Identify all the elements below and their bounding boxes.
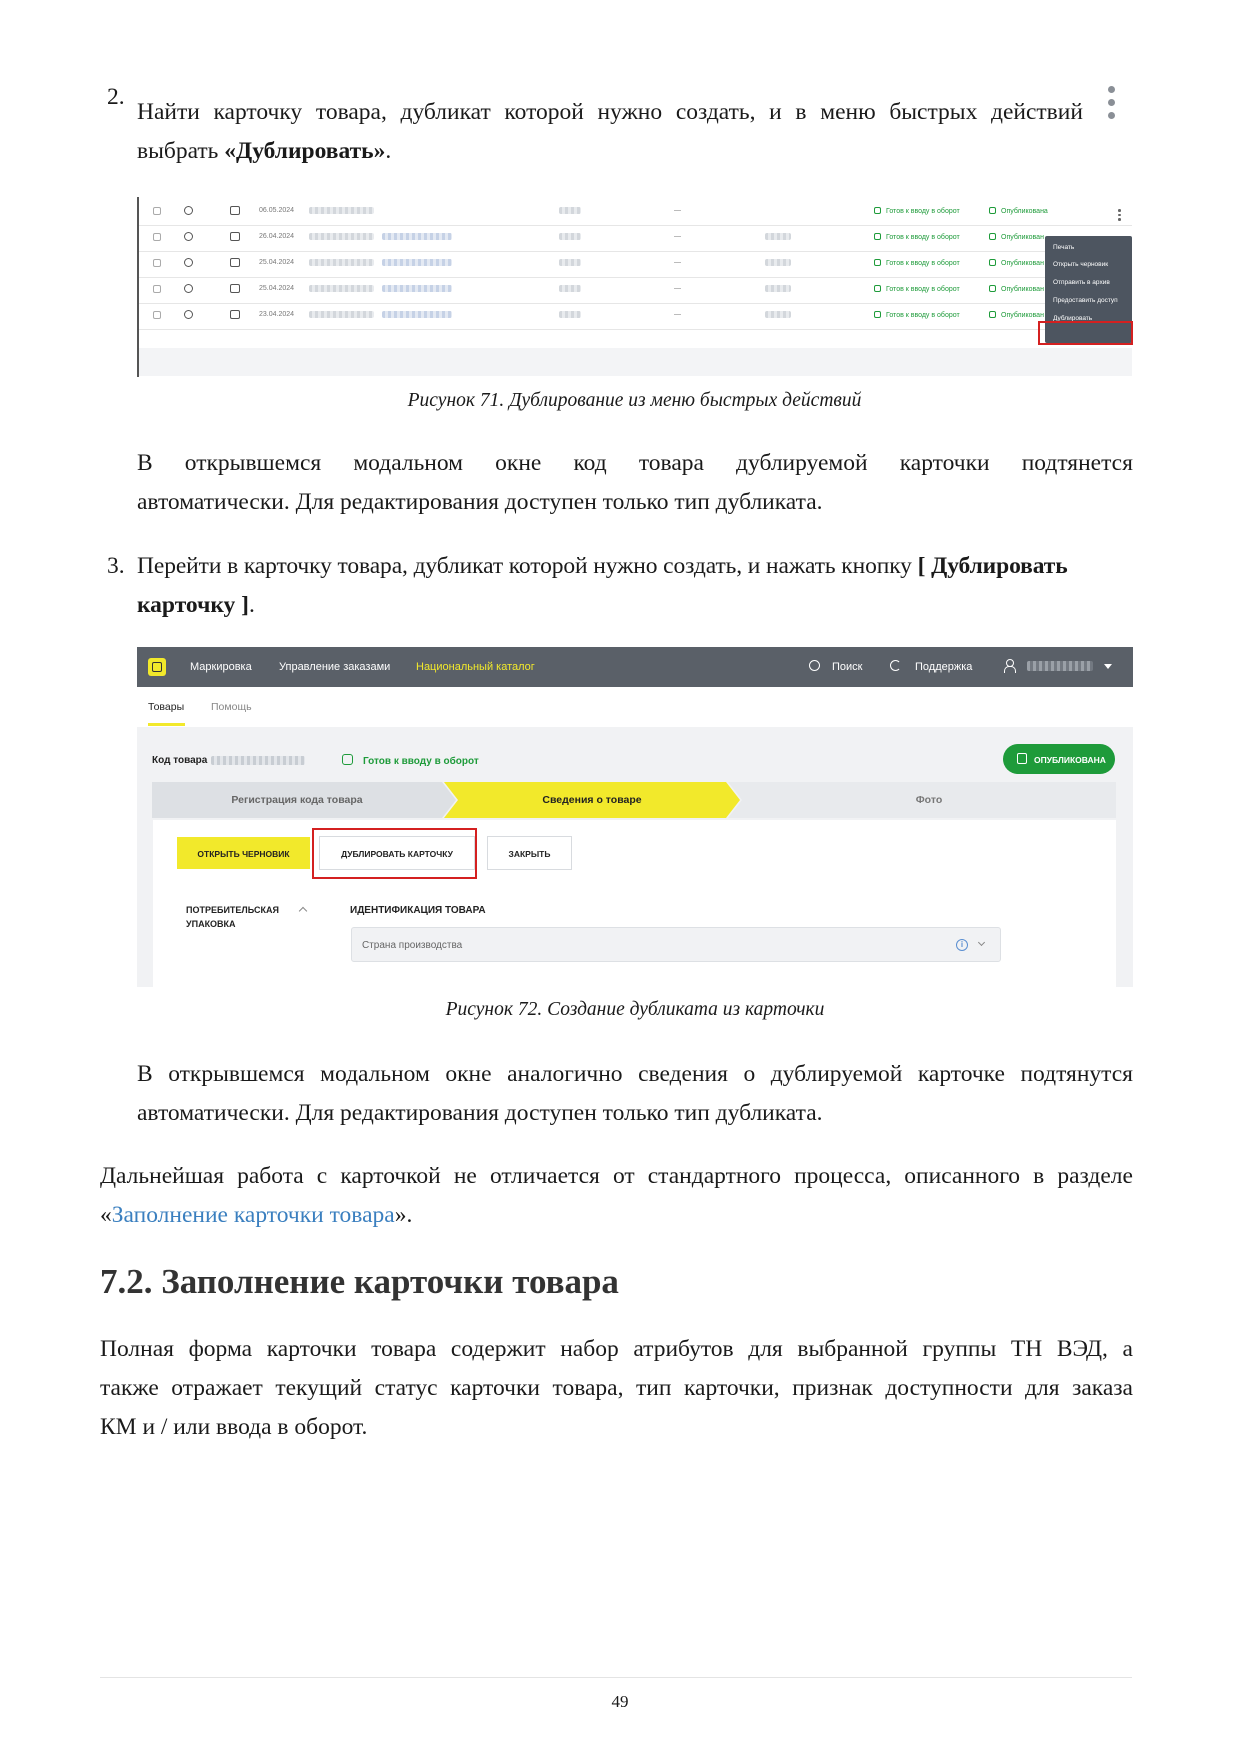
step-registration[interactable]: Регистрация кода товара [231,794,363,806]
nav-support[interactable]: Поддержка [915,661,973,673]
word: В [137,450,153,476]
section-line-2 [100,1369,1133,1408]
step-3-text [137,547,1133,625]
word: дубликат [400,99,491,125]
edit-icon[interactable] [230,284,240,293]
step-3-number: 3. [107,553,125,579]
row-published: Опубликован [989,285,1044,293]
published-icon [989,311,996,318]
menu-item[interactable]: Отправить в архив [1053,279,1110,286]
paragraph-3 [100,1157,1133,1235]
row-status: Готов к вводу в оборот [874,311,960,319]
step-2-text [137,93,1083,171]
row-dash: — [674,207,681,214]
row-published: Опубликован [989,233,1044,241]
row-status: Готов к вводу в оборот [874,233,960,241]
menu-item[interactable]: Открыть черновик [1053,261,1109,268]
word: товара, [552,1375,624,1401]
consumer-packaging-section[interactable]: ПОТРЕБИТЕЛЬСКАЯ УПАКОВКА [186,905,279,929]
paragraph-3-line-2: «Заполнение карточки товара». [100,1202,413,1228]
word: признак [792,1375,873,1401]
step-2-line-1 [137,93,1083,132]
section-paragraph [100,1330,1133,1447]
country-of-origin-select[interactable] [351,927,1001,962]
table-row[interactable] [139,197,1132,226]
redacted-gtin [309,233,374,240]
section-link[interactable]: Заполнение карточки товара [111,1202,395,1228]
product-type-icon [184,310,193,319]
paragraph-2 [137,1055,1133,1133]
redacted-name [382,233,452,240]
word: окне [495,450,542,476]
word: заказа [1072,1375,1133,1401]
step-3-line-2: карточку ]. [137,592,255,618]
word: модальном [320,1061,430,1087]
word: меню [820,99,876,125]
word: стандартного [647,1163,781,1189]
word: создать, [675,99,756,125]
status-icon [874,285,881,292]
row-date: 25.04.2024 [259,259,295,266]
nav-order-management[interactable]: Управление заказами [279,661,391,673]
highlight-frame [312,828,477,879]
word: описанного [904,1163,1021,1189]
word: отражает [171,1375,263,1401]
word: товара [371,1336,437,1362]
word: окне [445,1061,492,1087]
word: товара, [315,99,387,125]
word: аналогично [507,1061,623,1087]
published-badge[interactable] [1003,744,1115,774]
redacted-name [382,311,452,318]
step-3-line-1: Перейти в карточку товара, дубликат которой нужно создать, и нажать кнопку [ Дублировать [137,553,1068,579]
word: подтянется [1021,450,1133,476]
section-line-1 [100,1330,1133,1369]
figure-71-table-screenshot [137,197,1132,377]
word: карточки [450,1375,540,1401]
word: работа [237,1163,304,1189]
edit-icon[interactable] [230,258,240,267]
status-icon [874,207,881,214]
product-code-label: Код товара [152,755,208,766]
highlight-frame [1038,321,1133,345]
product-card [137,727,1133,987]
word: группы [922,1336,997,1362]
row-dash: — [674,285,681,292]
chevron-down-icon[interactable] [1104,664,1112,669]
row-checkbox[interactable] [153,259,161,267]
row-checkbox[interactable] [153,285,161,293]
menu-item[interactable]: Предоставить доступ [1053,297,1118,304]
row-date: 25.04.2024 [259,285,295,292]
word: набор [560,1336,619,1362]
search-icon[interactable] [809,660,820,671]
table-row[interactable] [139,275,1132,304]
paragraph-2-line-1 [137,1055,1133,1094]
country-placeholder: Страна производства [362,940,463,951]
table-row[interactable] [139,249,1132,278]
user-icon[interactable] [1004,659,1014,672]
paragraph-1-line-2: автоматически. Для редактирования доступен только тип дубликата. [137,489,823,515]
word: для [748,1336,783,1362]
redacted-group [765,285,791,292]
edit-icon[interactable] [230,310,240,319]
redacted-gtin [309,259,374,266]
word: ТН [1010,1336,1043,1362]
more-vertical-icon [1108,86,1116,125]
published-icon [1017,753,1027,764]
product-type-icon [184,232,193,241]
table-footer-band [139,348,1132,376]
row-dash: — [674,311,681,318]
published-icon [989,285,996,292]
word: действий [991,99,1083,125]
paragraph-1 [137,444,1133,522]
redacted-gtin [309,285,374,292]
page-number: 49 [611,1692,629,1711]
chevron-down-icon[interactable] [978,939,985,946]
row-date: 06.05.2024 [259,207,295,214]
word: дублируемой [770,1061,903,1087]
product-code-redacted [211,756,305,765]
step-photo[interactable]: Фото [915,794,943,806]
word: тип [636,1375,672,1401]
word: процесса, [794,1163,892,1189]
word: статус [374,1375,438,1401]
sub-navigation [137,687,1133,727]
close-button[interactable]: ЗАКРЫТЬ [487,836,572,870]
word: карточку [213,99,303,125]
step-product-info[interactable]: Сведения о товаре [542,794,642,806]
info-icon[interactable]: i [956,939,968,951]
active-tab-indicator [148,723,185,726]
word: нужно [597,99,663,125]
row-dash: — [674,259,681,266]
redacted-brand [559,207,581,214]
row-published: Опубликован [989,311,1044,319]
row-published: Опубликована [989,207,1048,215]
paragraph-1-line-1 [137,444,1133,483]
word: товара [638,450,704,476]
status-ready-text: Готов к вводу в оборот [363,756,479,767]
word: в [795,99,807,125]
redacted-name [382,285,452,292]
redacted-group [765,233,791,240]
step-2-line-2: выбрать «Дублировать». [137,138,392,164]
word: карточкой [340,1163,441,1189]
nav-search[interactable]: Поиск [832,661,863,673]
word: карточки, [683,1375,780,1401]
word: открывшемся [168,1061,305,1087]
word: для [1025,1375,1060,1401]
word: карточки [266,1336,357,1362]
word: от [612,1163,635,1189]
word: а [1122,1336,1133,1362]
word: код [573,450,607,476]
table-row[interactable] [139,301,1132,330]
word: о [743,1061,756,1087]
word: модальном [353,450,464,476]
word: быстрых [889,99,978,125]
published-icon [989,259,996,266]
row-status: Готов к вводу в оборот [874,207,960,215]
row-dash: — [674,233,681,240]
word: карточке [917,1061,1005,1087]
word: карточки [899,450,990,476]
word: открывшемся [184,450,322,476]
published-icon [989,233,996,240]
top-navigation-bar [137,647,1133,687]
word: которой [504,99,584,125]
word: не [453,1163,477,1189]
word: разделе [1057,1163,1133,1189]
word: также [100,1375,159,1401]
word: Найти [137,99,200,125]
user-name-redacted[interactable] [1027,661,1093,671]
nav-national-catalog[interactable]: Национальный каталог [416,661,535,673]
row-date: 23.04.2024 [259,311,295,318]
edit-icon[interactable] [230,206,240,215]
row-date: 26.04.2024 [259,233,295,240]
redacted-brand [559,259,581,266]
row-status: Готов к вводу в оборот [874,285,960,293]
status-icon [874,259,881,266]
published-icon [989,207,996,214]
section-line-3: КМ и / или ввода в оборот. [100,1414,368,1440]
status-icon [874,311,881,318]
edit-icon[interactable] [230,232,240,241]
word: сведения [638,1061,728,1087]
figure-72-product-card-screenshot [137,647,1133,987]
row-checkbox[interactable] [153,207,161,215]
redacted-group [765,259,791,266]
word: атрибутов [633,1336,734,1362]
redacted-brand [559,285,581,292]
word: В [137,1061,153,1087]
word: ВЭД, [1056,1336,1108,1362]
wizard-steps [152,782,1116,818]
redacted-name [382,259,452,266]
app-logo-icon[interactable] [148,658,166,676]
published-label: ОПУБЛИКОВАНА [1034,755,1106,765]
redacted-brand [559,311,581,318]
open-draft-button[interactable]: ОТКРЫТЬ ЧЕРНОВИК [177,837,310,869]
redacted-group [765,311,791,318]
product-type-icon [184,206,193,215]
paragraph-2-line-2: автоматически. Для редактирования доступен только тип дубликата. [137,1100,823,1126]
row-checkbox[interactable] [153,311,161,319]
duplicate-card-button[interactable]: ДУБЛИРОВАТЬ КАРТОЧКУ [319,836,475,870]
word: подтянутся [1020,1061,1133,1087]
footer-rule [100,1677,1132,1678]
redacted-brand [559,233,581,240]
product-type-icon [184,258,193,267]
word: содержит [450,1336,546,1362]
tab-products[interactable]: Товары [148,701,185,713]
word: отличается [489,1163,600,1189]
step-2-number: 2. [107,84,125,110]
section-heading: 7.2. Заполнение карточки товара [100,1262,619,1301]
nav-marking[interactable]: Маркировка [190,661,252,673]
product-type-icon [184,284,193,293]
status-icon [874,233,881,240]
row-checkbox[interactable] [153,233,161,241]
row-status: Готов к вводу в оборот [874,259,960,267]
redacted-gtin [309,311,374,318]
paragraph-3-line-1 [100,1157,1133,1196]
menu-item[interactable]: Печать [1053,244,1075,251]
word: Дальнейшая [100,1163,225,1189]
word: и [769,99,782,125]
figure-72-caption: Рисунок 72. Создание дубликата из карточки [445,999,825,1020]
word: форма [188,1336,253,1362]
identification-heading: ИДЕНТИФИКАЦИЯ ТОВАРА [350,905,486,916]
word: с [316,1163,328,1189]
word: Полная [100,1336,174,1362]
support-icon[interactable] [890,660,901,671]
figure-71-caption: Рисунок 71. Дублирование из меню быстрых действий [407,390,862,411]
tab-help[interactable]: Помощь [211,701,252,713]
table-row[interactable] [139,223,1132,252]
word: дублируемой [736,450,868,476]
row-published: Опубликован [989,259,1044,267]
row-actions-icon[interactable] [1118,207,1122,223]
word: в [1033,1163,1045,1189]
redacted-gtin [309,207,374,214]
word: выбранной [797,1336,908,1362]
status-ready-icon [342,754,353,765]
word: доступности [885,1375,1013,1401]
menu-item[interactable]: Дублировать [1053,315,1093,322]
word: текущий [275,1375,363,1401]
